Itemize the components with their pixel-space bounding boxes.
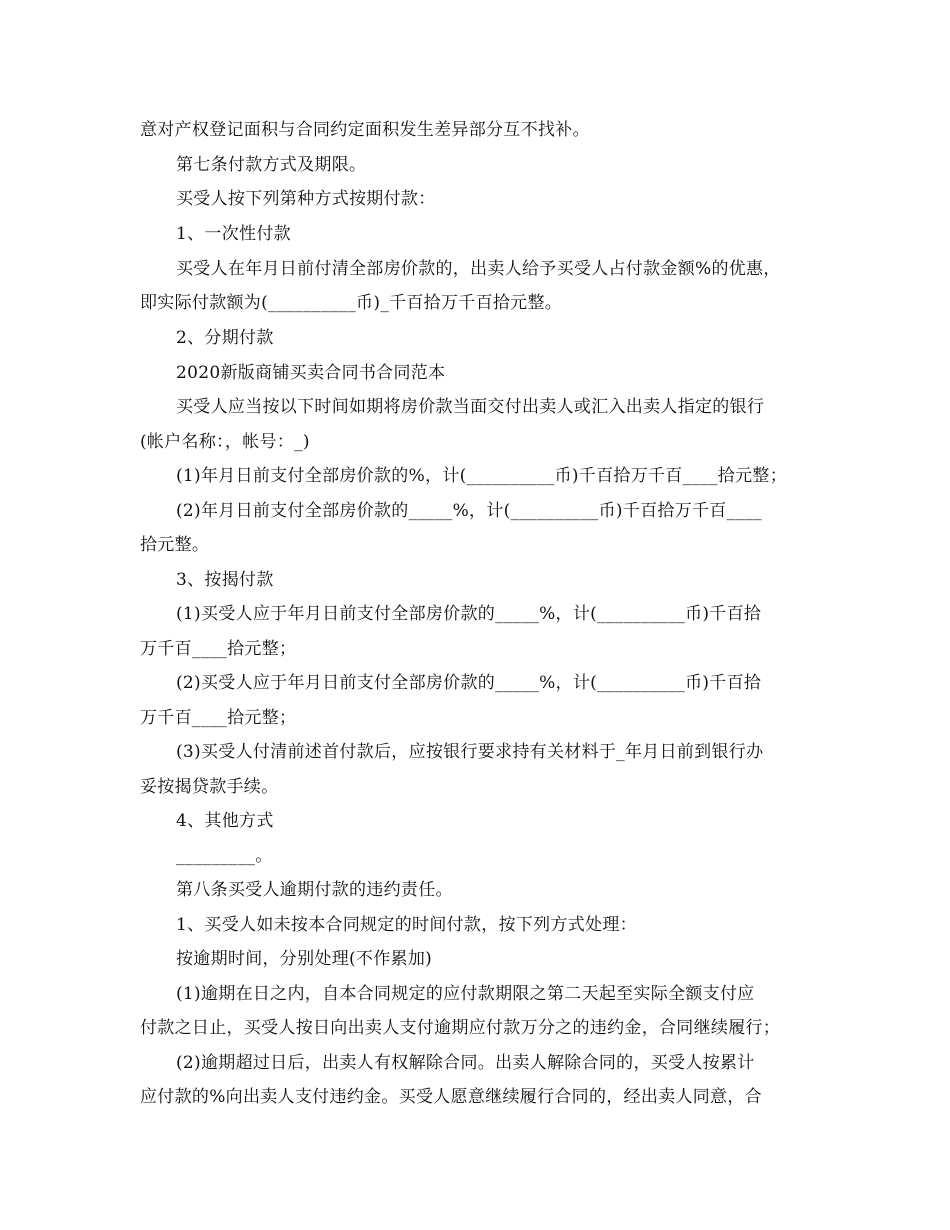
blank-line: _________。 — [176, 846, 273, 866]
text-line: 买受人按下列第种方式按期付款： — [176, 189, 436, 209]
section-heading: 2、分期付款 — [176, 328, 274, 348]
text-line: (3)买受人付清前述首付款后，应按银行要求持有关材料于_年月日前到银行办 — [176, 742, 764, 762]
text-line: 万千百____拾元整； — [140, 639, 297, 659]
text-line: (帐户名称：，帐号：_) — [140, 432, 310, 452]
article-heading: 第七条付款方式及期限。 — [176, 155, 367, 175]
section-heading: 4、其他方式 — [176, 811, 274, 831]
text-line: 1、买受人如未按本合同规定的时间付款，按下列方式处理： — [176, 915, 637, 935]
text-line: (2)年月日前支付全部房价款的_____%，计(__________币)千百拾万千百____ — [176, 501, 762, 521]
text-line: 意对产权登记面积与合同约定面积发生差异部分互不找补。 — [140, 120, 590, 140]
section-heading: 3、按揭付款 — [176, 570, 274, 590]
text-line: 按逾期时间，分别处理(不作累加) — [176, 949, 433, 969]
text-line: (1)年月日前支付全部房价款的%，计(__________币)千百拾万千百____拾元整； — [176, 466, 787, 486]
article-heading: 第八条买受人逾期付款的违约责任。 — [176, 880, 453, 900]
text-line: 应付款的%向出卖人支付违约金。买受人愿意继续履行合同的，经出卖人同意，合 — [140, 1087, 762, 1107]
text-line: (2)逾期超过日后，出卖人有权解除合同。出卖人解除合同的，买受人按累计 — [176, 1053, 755, 1073]
text-line: 买受人在年月日前付清全部房价款的，出卖人给予买受人占付款金额%的优惠， — [176, 259, 781, 279]
text-line: 万千百____拾元整； — [140, 708, 297, 728]
text-line: 拾元整。 — [140, 535, 210, 555]
text-line: 妥按揭贷款手续。 — [140, 777, 279, 797]
text-line: 买受人应当按以下时间如期将房价款当面交付出卖人或汇入出卖人指定的银行 — [176, 397, 765, 417]
section-heading: 1、一次性付款 — [176, 224, 291, 244]
document-title-line: 2020新版商铺买卖合同书合同范本 — [176, 363, 446, 383]
text-line: (1)买受人应于年月日前支付全部房价款的_____%，计(__________币)千百拾 — [176, 604, 762, 624]
text-line: 付款之日止，买受人按日向出卖人支付逾期应付款万分之的违约金，合同继续履行； — [140, 1018, 781, 1038]
text-line: (1)逾期在日之内，自本合同规定的应付款期限之第二天起至实际全额支付应 — [176, 984, 755, 1004]
text-line: (2)买受人应于年月日前支付全部房价款的_____%，计(__________币)千百拾 — [176, 673, 762, 693]
text-line: 即实际付款额为(__________币)_千百拾万千百拾元整。 — [140, 293, 563, 313]
